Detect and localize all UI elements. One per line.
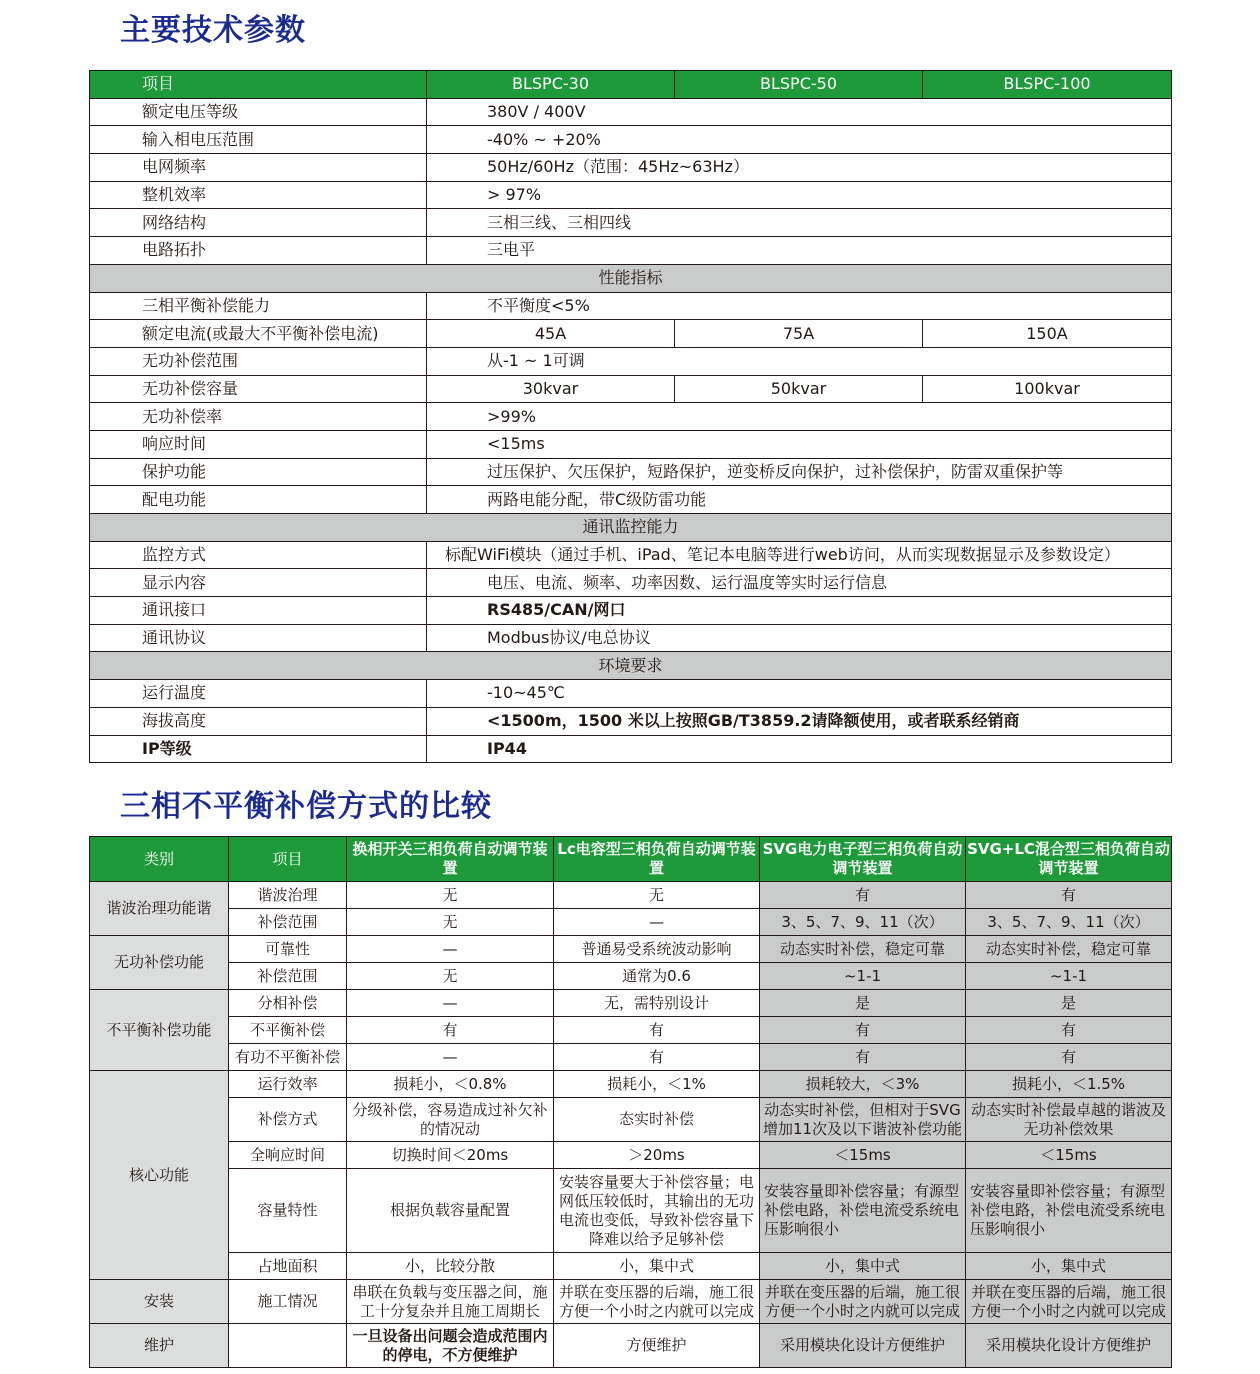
- table-row: [90, 1098, 1172, 1142]
- value-cell: 小，比较分散: [347, 1253, 554, 1280]
- value-cell: 根据负载容量配置: [347, 1169, 554, 1253]
- item-cell: 不平衡补偿: [229, 1017, 347, 1044]
- table-row: [90, 403, 1172, 431]
- row-label: 额定电流(或最大不平衡补偿电流): [90, 320, 427, 348]
- item-cell: 可靠性: [229, 936, 347, 963]
- value-cell: 有: [347, 1017, 554, 1044]
- value-cell: 有: [760, 1044, 966, 1071]
- header-model-100: BLSPC-100: [923, 71, 1172, 99]
- row-value: Modbus协议/电总协议: [427, 624, 1172, 652]
- row-label: 整机效率: [90, 181, 427, 209]
- value-cell: 是: [760, 990, 966, 1017]
- value-cell: 并联在变压器的后端，施工很方便一个小时之内就可以完成: [554, 1280, 760, 1324]
- value-cell: 小，集中式: [760, 1253, 966, 1280]
- section-row-environment: [90, 652, 1172, 680]
- value-cell: 有: [966, 882, 1172, 909]
- item-cell: 运行效率: [229, 1071, 347, 1098]
- row-label: 运行温度: [90, 680, 427, 708]
- value-cell: 有: [760, 1017, 966, 1044]
- section-row-communication: [90, 514, 1172, 542]
- specs-table: [89, 70, 1172, 763]
- table-row: [90, 597, 1172, 625]
- row-value: >99%: [427, 403, 1172, 431]
- table-row: [90, 1017, 1172, 1044]
- value-cell: 无: [347, 909, 554, 936]
- value-cell: 普通易受系统波动影响: [554, 936, 760, 963]
- category-cell: 核心功能: [90, 1071, 229, 1280]
- value-model-30: 45A: [427, 320, 675, 348]
- item-cell: [229, 1324, 347, 1368]
- section-title-comparison: 三相不平衡补偿方式的比较: [120, 789, 492, 824]
- table-row: [90, 237, 1172, 265]
- table-row: [90, 181, 1172, 209]
- row-value: RS485/CAN/网口: [427, 597, 1172, 625]
- value-cell: 动态实时补偿，稳定可靠: [760, 936, 966, 963]
- table-row: [90, 458, 1172, 486]
- item-cell: 补偿方式: [229, 1098, 347, 1142]
- value-cell: —: [347, 990, 554, 1017]
- section-label: 通讯监控能力: [90, 514, 1172, 542]
- value-cell: 无: [347, 963, 554, 990]
- category-cell: 谐波治理功能谐: [90, 882, 229, 936]
- row-value: > 97%: [427, 181, 1172, 209]
- row-value: -10~45℃: [427, 680, 1172, 708]
- value-cell: 一旦设备出问题会造成范围内的停电，不方便维护: [347, 1324, 554, 1368]
- table-row: [90, 1169, 1172, 1253]
- value-cell: 安装容量即补偿容量；有源型补偿电路，补偿电流受系统电压影响很小: [760, 1169, 966, 1253]
- value-cell: 切换时间＜20ms: [347, 1142, 554, 1169]
- header-item: 项目: [229, 837, 347, 882]
- table-row: [90, 963, 1172, 990]
- value-model-30: 30kvar: [427, 375, 675, 403]
- value-cell: ＜15ms: [966, 1142, 1172, 1169]
- row-label: 三相平衡补偿能力: [90, 292, 427, 320]
- row-label: 无功补偿容量: [90, 375, 427, 403]
- row-label: 监控方式: [90, 541, 427, 569]
- value-cell: 有: [966, 1017, 1172, 1044]
- value-cell: 态实时补偿: [554, 1098, 760, 1142]
- comparison-table: [89, 836, 1172, 1368]
- row-label: IP等级: [90, 735, 427, 763]
- value-cell: 有: [966, 1044, 1172, 1071]
- table-row: [90, 1253, 1172, 1280]
- row-label: 额定电压等级: [90, 98, 427, 126]
- value-cell: ＜15ms: [760, 1142, 966, 1169]
- value-cell: 安装容量要大于补偿容量；电网低压较低时，其输出的无功电流也变低，导致补偿容量下降难以给予足够补偿: [554, 1169, 760, 1253]
- table-row: [90, 292, 1172, 320]
- table-row: [90, 541, 1172, 569]
- table-row: [90, 154, 1172, 182]
- row-label: 配电功能: [90, 486, 427, 514]
- value-cell: 是: [966, 990, 1172, 1017]
- row-value: 380V / 400V: [427, 98, 1172, 126]
- value-cell: 3、5、7、9、11（次）: [966, 909, 1172, 936]
- value-cell: 无，需特别设计: [554, 990, 760, 1017]
- header-lc-type: Lc电容型三相负荷自动调节装置: [554, 837, 760, 882]
- table-row: [90, 1044, 1172, 1071]
- value-model-50: 50kvar: [675, 375, 923, 403]
- value-cell: 分级补偿，容易造成过补欠补的情况动: [347, 1098, 554, 1142]
- row-label: 电网频率: [90, 154, 427, 182]
- value-model-50: 75A: [675, 320, 923, 348]
- value-cell: 动态实时补偿，但相对于SVG增加11次及以下谐波补偿功能: [760, 1098, 966, 1142]
- table-row: [90, 1324, 1172, 1368]
- table-row: [90, 882, 1172, 909]
- table-row: [90, 680, 1172, 708]
- item-cell: 谐波治理: [229, 882, 347, 909]
- item-cell: 容量特性: [229, 1169, 347, 1253]
- table-row: [90, 990, 1172, 1017]
- table-row: [90, 707, 1172, 735]
- header-switch-type: 换相开关三相负荷自动调节装置: [347, 837, 554, 882]
- header-item: 项目: [90, 71, 427, 99]
- specs-header-row: [90, 71, 1172, 99]
- category-cell: 无功补偿功能: [90, 936, 229, 990]
- item-cell: 分相补偿: [229, 990, 347, 1017]
- section-title-specs: 主要技术参数: [120, 13, 306, 48]
- item-cell: 施工情况: [229, 1280, 347, 1324]
- category-cell: 维护: [90, 1324, 229, 1368]
- header-model-30: BLSPC-30: [427, 71, 675, 99]
- value-cell: ＞20ms: [554, 1142, 760, 1169]
- row-value: <15ms: [427, 430, 1172, 458]
- value-cell: 通常为0.6: [554, 963, 760, 990]
- row-value: 标配WiFi模块（通过手机、iPad、笔记本电脑等进行web访问，从而实现数据显示及参数设定）: [427, 541, 1172, 569]
- value-model-100: 150A: [923, 320, 1172, 348]
- value-cell: 有: [554, 1044, 760, 1071]
- table-row: [90, 430, 1172, 458]
- table-row: [90, 375, 1172, 403]
- item-cell: 占地面积: [229, 1253, 347, 1280]
- row-value: 电压、电流、频率、功率因数、运行温度等实时运行信息: [427, 569, 1172, 597]
- table-row: [90, 486, 1172, 514]
- row-value: <1500m，1500 米以上按照GB/T3859.2请降额使用，或者联系经销商: [427, 707, 1172, 735]
- comparison-header-row: [90, 837, 1172, 882]
- row-label: 通讯协议: [90, 624, 427, 652]
- table-row: [90, 1071, 1172, 1098]
- item-cell: 补偿范围: [229, 963, 347, 990]
- value-cell: 无: [554, 882, 760, 909]
- row-label: 网络结构: [90, 209, 427, 237]
- value-cell: —: [554, 909, 760, 936]
- value-cell: 小，集中式: [554, 1253, 760, 1280]
- category-cell: 安装: [90, 1280, 229, 1324]
- value-model-100: 100kvar: [923, 375, 1172, 403]
- table-row: [90, 735, 1172, 763]
- table-row: [90, 98, 1172, 126]
- value-cell: 串联在负载与变压器之间，施工十分复杂并且施工周期长: [347, 1280, 554, 1324]
- row-value: 两路电能分配，带C级防雷功能: [427, 486, 1172, 514]
- row-label: 通讯接口: [90, 597, 427, 625]
- value-cell: 损耗较大，＜3%: [760, 1071, 966, 1098]
- row-label: 海拔高度: [90, 707, 427, 735]
- header-category: 类别: [90, 837, 229, 882]
- row-label: 无功补偿范围: [90, 347, 427, 375]
- value-cell: —: [347, 1044, 554, 1071]
- row-label: 响应时间: [90, 430, 427, 458]
- header-svg-type: SVG电力电子型三相负荷自动调节装置: [760, 837, 966, 882]
- row-value: 三电平: [427, 237, 1172, 265]
- header-model-50: BLSPC-50: [675, 71, 923, 99]
- row-label: 电路拓扑: [90, 237, 427, 265]
- value-cell: 损耗小，＜1%: [554, 1071, 760, 1098]
- row-label: 保护功能: [90, 458, 427, 486]
- item-cell: 有功不平衡补偿: [229, 1044, 347, 1071]
- value-cell: 安装容量即补偿容量；有源型补偿电路，补偿电流受系统电压影响很小: [966, 1169, 1172, 1253]
- value-cell: ~1-1: [760, 963, 966, 990]
- table-row: [90, 624, 1172, 652]
- row-value: 三相三线、三相四线: [427, 209, 1172, 237]
- row-value: 50Hz/60Hz（范围：45Hz~63Hz）: [427, 154, 1172, 182]
- header-svg-lc-type: SVG+LC混合型三相负荷自动调节装置: [966, 837, 1172, 882]
- value-cell: —: [347, 936, 554, 963]
- section-label: 性能指标: [90, 264, 1172, 292]
- row-value: 过压保护、欠压保护，短路保护，逆变桥反向保护，过补偿保护，防雷双重保护等: [427, 458, 1172, 486]
- value-cell: 方便维护: [554, 1324, 760, 1368]
- row-label: 输入相电压范围: [90, 126, 427, 154]
- table-row: [90, 320, 1172, 348]
- table-row: [90, 1280, 1172, 1324]
- table-row: [90, 126, 1172, 154]
- table-row: [90, 909, 1172, 936]
- row-value: IP44: [427, 735, 1172, 763]
- value-cell: 采用模块化设计方便维护: [966, 1324, 1172, 1368]
- table-row: [90, 936, 1172, 963]
- table-row: [90, 209, 1172, 237]
- item-cell: 全响应时间: [229, 1142, 347, 1169]
- table-row: [90, 569, 1172, 597]
- item-cell: 补偿范围: [229, 909, 347, 936]
- value-cell: 并联在变压器的后端，施工很方便一个小时之内就可以完成: [760, 1280, 966, 1324]
- value-cell: 无: [347, 882, 554, 909]
- value-cell: 动态实时补偿最卓越的谐波及无功补偿效果: [966, 1098, 1172, 1142]
- value-cell: 有: [554, 1017, 760, 1044]
- table-row: [90, 1142, 1172, 1169]
- row-label: 无功补偿率: [90, 403, 427, 431]
- row-label: 显示内容: [90, 569, 427, 597]
- row-value: -40% ~ +20%: [427, 126, 1172, 154]
- value-cell: 损耗小，＜0.8%: [347, 1071, 554, 1098]
- section-label: 环境要求: [90, 652, 1172, 680]
- category-cell: 不平衡补偿功能: [90, 990, 229, 1071]
- row-value: 从-1 ~ 1可调: [427, 347, 1172, 375]
- value-cell: 3、5、7、9、11（次）: [760, 909, 966, 936]
- value-cell: 采用模块化设计方便维护: [760, 1324, 966, 1368]
- value-cell: 损耗小，＜1.5%: [966, 1071, 1172, 1098]
- section-row-performance: [90, 264, 1172, 292]
- row-value: 不平衡度<5%: [427, 292, 1172, 320]
- value-cell: 动态实时补偿，稳定可靠: [966, 936, 1172, 963]
- value-cell: 并联在变压器的后端，施工很方便一个小时之内就可以完成: [966, 1280, 1172, 1324]
- value-cell: 小，集中式: [966, 1253, 1172, 1280]
- value-cell: ~1-1: [966, 963, 1172, 990]
- table-row: [90, 347, 1172, 375]
- value-cell: 有: [760, 882, 966, 909]
